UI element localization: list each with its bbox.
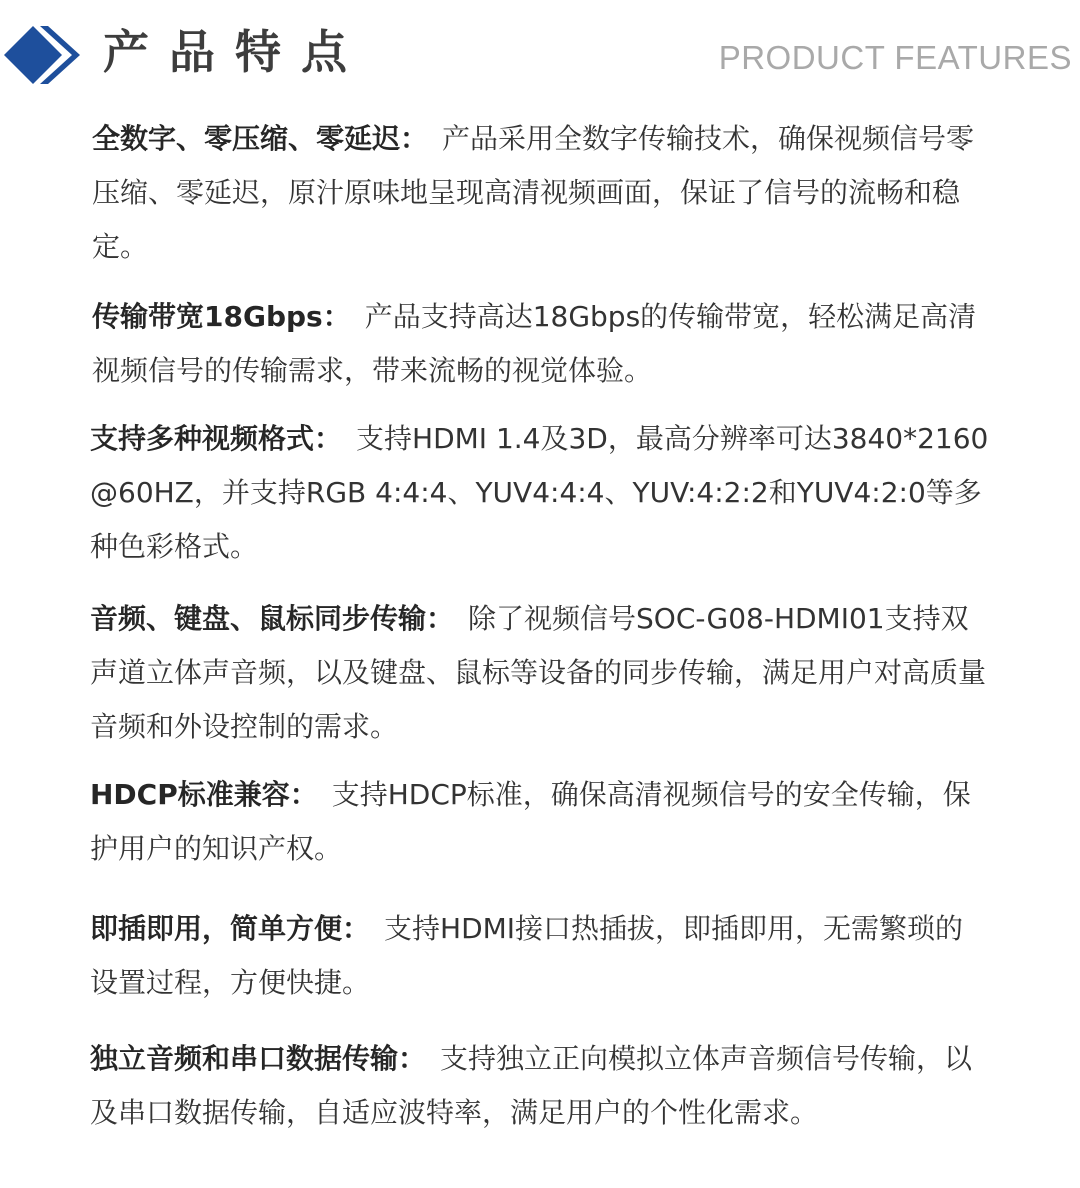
feature-title: 即插即用，简单方便： — [90, 912, 371, 945]
section-title-english: PRODUCT FEATURES — [718, 39, 1072, 76]
section-title: 产品特点 — [103, 25, 367, 79]
feature-item — [90, 412, 990, 574]
section-header — [0, 0, 1080, 110]
feature-item — [92, 290, 992, 398]
feature-title: 音频、键盘、鼠标同步传输： — [90, 602, 455, 635]
feature-description: 产品采用全数字传输技术，确保视频信号零压缩、零延迟，原汁原味地呈现高清视频画面，保证了信号的流畅和稳定。 — [92, 122, 975, 263]
feature-item — [90, 768, 990, 876]
feature-item — [90, 902, 990, 1010]
feature-description: 除了视频信号SOC-G08-HDMI01支持双声道立体声音频，以及键盘、鼠标等设备的同步传输，满足用户对高质量音频和外设控制的需求。 — [90, 602, 987, 743]
feature-title: HDCP标准兼容： — [90, 778, 318, 811]
feature-description: 产品支持高达18Gbps的传输带宽，轻松满足高清视频信号的传输需求，带来流畅的视觉体验。 — [92, 300, 977, 387]
feature-title: 独立音频和串口数据传输： — [90, 1042, 427, 1075]
feature-item — [90, 1032, 990, 1140]
feature-description: 支持HDCP标准，确保高清视频信号的安全传输，保护用户的知识产权。 — [90, 778, 971, 865]
feature-item — [90, 592, 990, 754]
feature-description: 支持独立正向模拟立体声音频信号传输，以及串口数据传输，自适应波特率，满足用户的个性化需求。 — [90, 1042, 973, 1129]
feature-title: 传输带宽18Gbps： — [92, 300, 351, 333]
feature-description: 支持HDMI 1.4及3D，最高分辨率可达3840*2160@60HZ，并支持RGB 4:4:4、YUV4:4:4、YUV:4:2:2和YUV4:2:0等多种色彩格式。 — [90, 422, 989, 563]
diamond-logo-icon — [0, 18, 92, 92]
feature-item — [92, 112, 992, 274]
feature-title: 全数字、零压缩、零延迟： — [92, 122, 429, 155]
feature-description: 支持HDMI接口热插拔，即插即用，无需繁琐的设置过程，方便快捷。 — [90, 912, 964, 999]
feature-title: 支持多种视频格式： — [90, 422, 343, 455]
